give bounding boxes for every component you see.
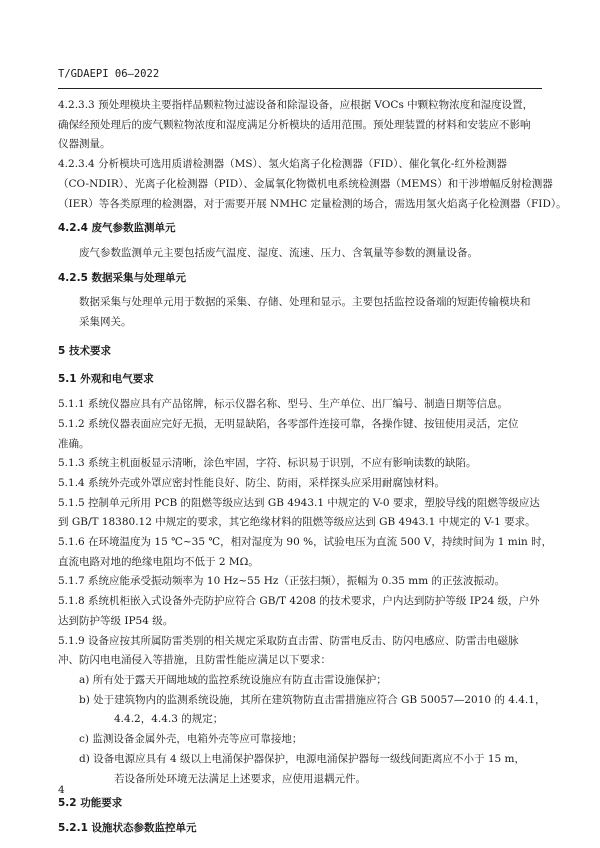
- text-line: 准确。: [58, 437, 90, 450]
- text-line: a) 所有处于露天开阔地域的监控系统设施应有防直击雷设施保护；: [79, 673, 387, 686]
- text-line: c) 监测设备金属外壳，电箱外壳等应可靠接地；: [79, 733, 303, 746]
- section-heading: 5.2.1 设施状态参数监控单元: [58, 821, 197, 834]
- text-line: （CO-NDIR）、光离子化检测器（PID）、金属氧化物微机电系统检测器（MEMS）和干涉增幅反射检测器: [58, 177, 553, 190]
- text-line: 数据采集与处理单元用于数据的采集、存储、处理和显示。主要包括监控设备端的短距传输模块和: [79, 296, 531, 309]
- text-line: 仪器测量。: [58, 138, 111, 151]
- text-line: 到 GB/T 18380.12 中规定的要求，其它绝缘材料的阻燃等级应达到 GB 4943.1 中规定的 V-1 要求。: [58, 516, 536, 529]
- page-body: [58, 96, 567, 839]
- text-line: 废气参数监测单元主要包括废气温度、湿度、流速、压力、含氧量等参数的测量设备。: [79, 246, 478, 259]
- text-line: 采集网关。: [79, 316, 132, 329]
- section-heading: 5 技术要求: [58, 344, 111, 357]
- text-line: 达到防护等级 IP54 级。: [58, 614, 174, 627]
- text-line: 5.1.8 系统机柜嵌入式设备外壳防护应符合 GB/T 4208 的技术要求，户内达到防护等级 IP24 级，户外: [58, 595, 540, 608]
- text-line: 5.1.3 系统主机面板显示清晰，涂色牢固，字符、标识易于识别，不应有影响读数的缺陷。: [58, 457, 477, 470]
- text-line: 直流电路对地的绝缘电阻均不低于 2 MΩ。: [58, 555, 259, 568]
- spacer: [58, 333, 542, 342]
- text-line: 4.4.2，4.4.3 的规定；: [114, 713, 224, 726]
- text-line: 确保经预处理后的废气颗粒物浓度和湿度满足分析模块的适用范围。预处理装置的材料和安装应不影响: [58, 118, 531, 131]
- text-line: 5.1.1 系统仪器应具有产品铭牌，标示仪器名称、型号、生产单位、出厂编号、制造日期等信息。: [58, 398, 509, 411]
- header-rule: [58, 88, 542, 89]
- text-line: 5.1.5 控制单元所用 PCB 的阻燃等级应达到 GB 4943.1 中规定的 V-0 要求，塑胶导线的阻燃等级应达: [58, 496, 540, 509]
- section-heading: 4.2.5 数据采集与处理单元: [58, 271, 187, 284]
- text-line: 4.2.3.3 预处理模块主要指样品颗粒物过滤设备和除湿设备，应根据 VOCs 中颗粒物浓度和湿度设置，: [58, 99, 534, 111]
- section-heading: 5.1 外观和电气要求: [58, 373, 154, 386]
- text-line: 若设备所处环境无法满足上述要求，应使用退耦元件。: [114, 772, 366, 785]
- spacer: [58, 361, 542, 370]
- text-line: b) 处于建筑物内的监测系统设施，其所在建筑物防直击雷措施应符合 GB 50057—2010 的 4.4.1，: [79, 693, 546, 706]
- text-line: 5.1.6 在环境温度为 15 ℃~35 ℃，相对湿度为 90 %，试验电压为直流 500 V，持续时间为 1 min 时，: [58, 536, 553, 549]
- section-heading: 4.2.4 废气参数监测单元: [58, 222, 176, 235]
- page-number: 4: [58, 784, 65, 796]
- text-line: 4.2.3.4 分析模块可选用质谱检测器（MS）、氢火焰离子化检测器（FID）、催化氧化-红外检测器: [58, 158, 507, 171]
- document-id: T/GDAEPI 06—2022: [58, 68, 160, 80]
- text-line: 5.1.2 系统仪器表面应完好无损，无明显缺陷，各零部件连接可靠，各操作键、按钮使用灵活，定位: [58, 417, 519, 430]
- text-line: （IER）等各类原理的检测器，对于需要开展 NMHC 定量检测的场合，需选用氢火焰离子化检测器（FID）。: [58, 197, 567, 210]
- text-line: 5.1.4 系统外壳或外罩应密封性能良好、防尘、防雨，采样探头应采用耐腐蚀材料。: [58, 476, 446, 489]
- text-line: 冲、防闪电电涌侵入等措施，且防雷性能应满足以下要求：: [58, 654, 331, 667]
- text-line: 5.1.7 系统应能承受振动频率为 10 Hz~55 Hz（正弦扫频），振幅为 0.35 mm 的正弦波振动。: [58, 575, 506, 588]
- text-line: 5.1.9 设备应按其所属防雷类别的相关规定采取防直击雷、防雷电反击、防闪电感应、防雷击电磁脉: [58, 634, 519, 647]
- text-line: d) 设备电源应具有 4 级以上电涌保护器保护，电源电涌保护器每一级线间距离应不小于 15 m，: [79, 752, 526, 765]
- section-heading: 5.2 功能要求: [58, 797, 123, 810]
